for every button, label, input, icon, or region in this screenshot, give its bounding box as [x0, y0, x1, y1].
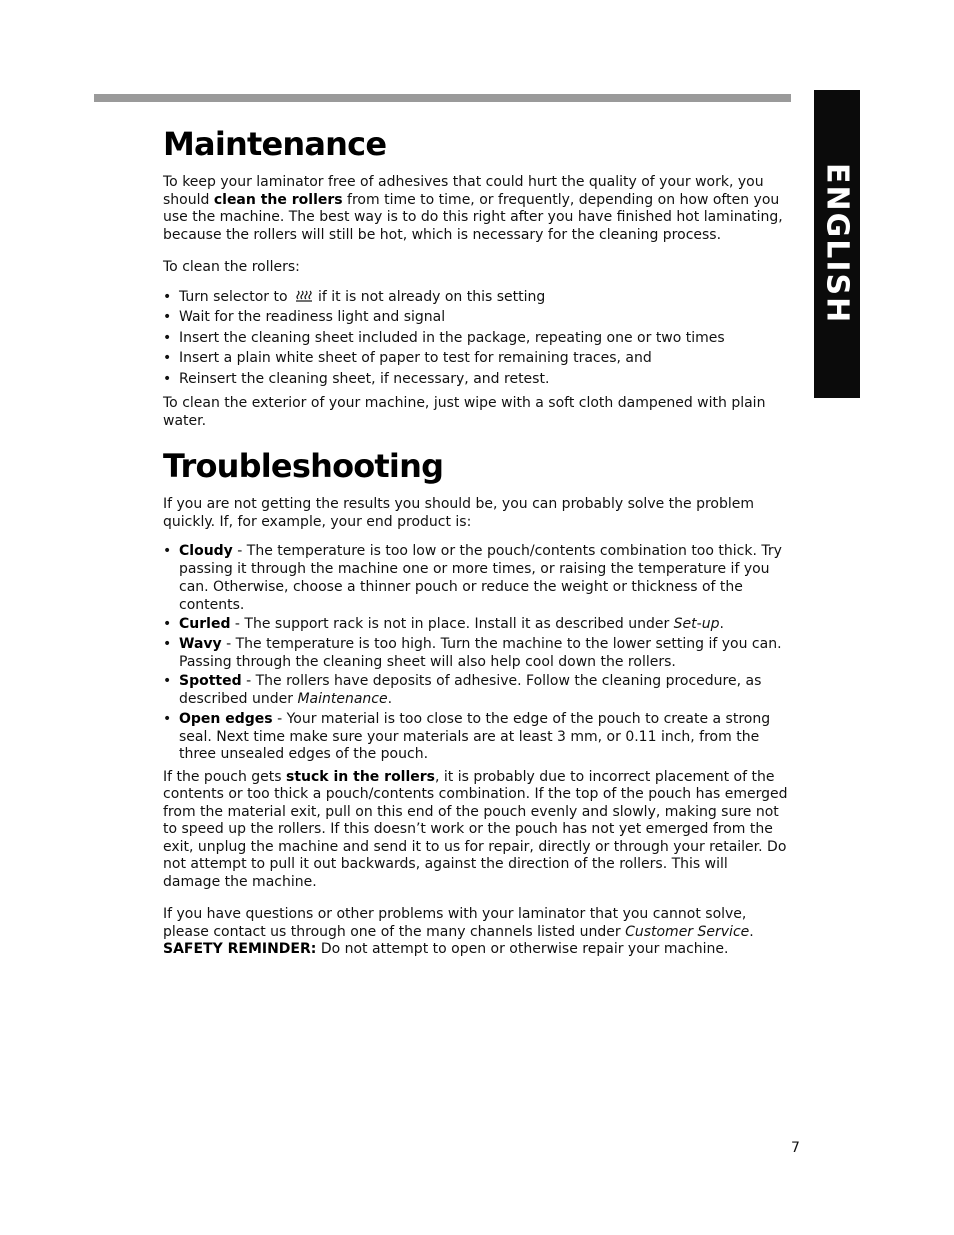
safety-reminder-label: SAFETY REMINDER:: [163, 941, 317, 958]
clean-rollers-emphasis: clean the rollers: [213, 191, 343, 208]
language-tab-label: ENGLISH: [819, 163, 855, 325]
cleaning-steps-list: [163, 287, 789, 390]
list-item: • Reinsert the cleaning sheet, if necessary, and retest.: [163, 370, 550, 387]
list-item: • Spotted - The rollers have deposits of adhesive. Follow the cleaning procedure, as described under Maintenance.: [163, 673, 762, 708]
contact-paragraph: If you have questions or other problems with your laminator that you cannot solve, please contact us through one of the many channels listed under Customer Service. SAFETY REMINDER: Do not attempt to open or otherwise repair your machine.: [163, 906, 754, 958]
list-item: • Curled - The support rack is not in place. Install it as described under Set-up.: [163, 616, 724, 633]
header-rule: [94, 94, 791, 102]
list-item: • Wavy - The temperature is too high. Turn the machine to the lower setting if you can. Passing through the cleaning sheet will also help cool down the rollers.: [163, 635, 782, 670]
list-item: • Cloudy - The temperature is too low or the pouch/contents combination too thick. Try passing it through the machine one or more times, or raising the temperature if you can. Otherwise, choose a thinner pouch or reduce the weight or thickness of the contents.: [163, 543, 782, 613]
heat-setting-icon: [296, 290, 312, 302]
list-item: • Insert the cleaning sheet included in the package, repeating one or two times: [163, 329, 725, 346]
exterior-cleaning-text: To clean the exterior of your machine, just wipe with a soft cloth dampened with plain water.: [163, 395, 766, 429]
troubleshooting-list: [163, 543, 789, 763]
list-item: • Turn selector to if it is not already on this setting: [163, 288, 546, 305]
page-number: 7: [791, 1140, 800, 1156]
troubleshooting-intro: If you are not getting the results you should be, you can probably solve the problem quickly. If, for example, your end product is:: [163, 496, 755, 530]
page-content: [163, 124, 789, 959]
list-item: • Insert a plain white sheet of paper to test for remaining traces, and: [163, 350, 652, 367]
customer-service-reference: Customer Service: [625, 923, 750, 940]
stuck-pouch-paragraph: If the pouch gets stuck in the rollers, it is probably due to incorrect placement of the contents or too thick a pouch/contents combination. If the top of the pouch has emerged from the material exit, pull on this end of the pouch evenly and slowly, making sure not to speed up the rollers. If this doesn’t work or the pouch has not yet emerged from the exit, unplug the machine and send it to us for repair, directly or through your retailer. Do not attempt to pull it out backwards, against the direction of the rollers. This will damage the machine.: [163, 768, 788, 890]
maintenance-intro: To keep your laminator free of adhesives that could hurt the quality of your work, you should clean the rollers from time to time, or frequently, depending on how often you use the machine. The best way is to do this right after you have finished hot laminating, because the rollers will still be hot, which is necessary for the cleaning process.: [163, 174, 783, 243]
maintenance-heading: Maintenance: [163, 125, 387, 163]
list-item: • Wait for the readiness light and signal: [163, 309, 446, 326]
setup-reference: Set-up: [673, 616, 720, 633]
steps-intro: To clean the rollers:: [163, 259, 300, 275]
list-item: • Open edges - Your material is too close to the edge of the pouch to create a strong seal. Next time make sure your materials are at least 3 mm, or 0.11 inch, from the three unsealed edges of the pouch.: [163, 710, 771, 763]
troubleshooting-heading: Troubleshooting: [163, 447, 444, 486]
maintenance-reference: Maintenance: [297, 691, 388, 708]
language-tab: [814, 90, 860, 398]
